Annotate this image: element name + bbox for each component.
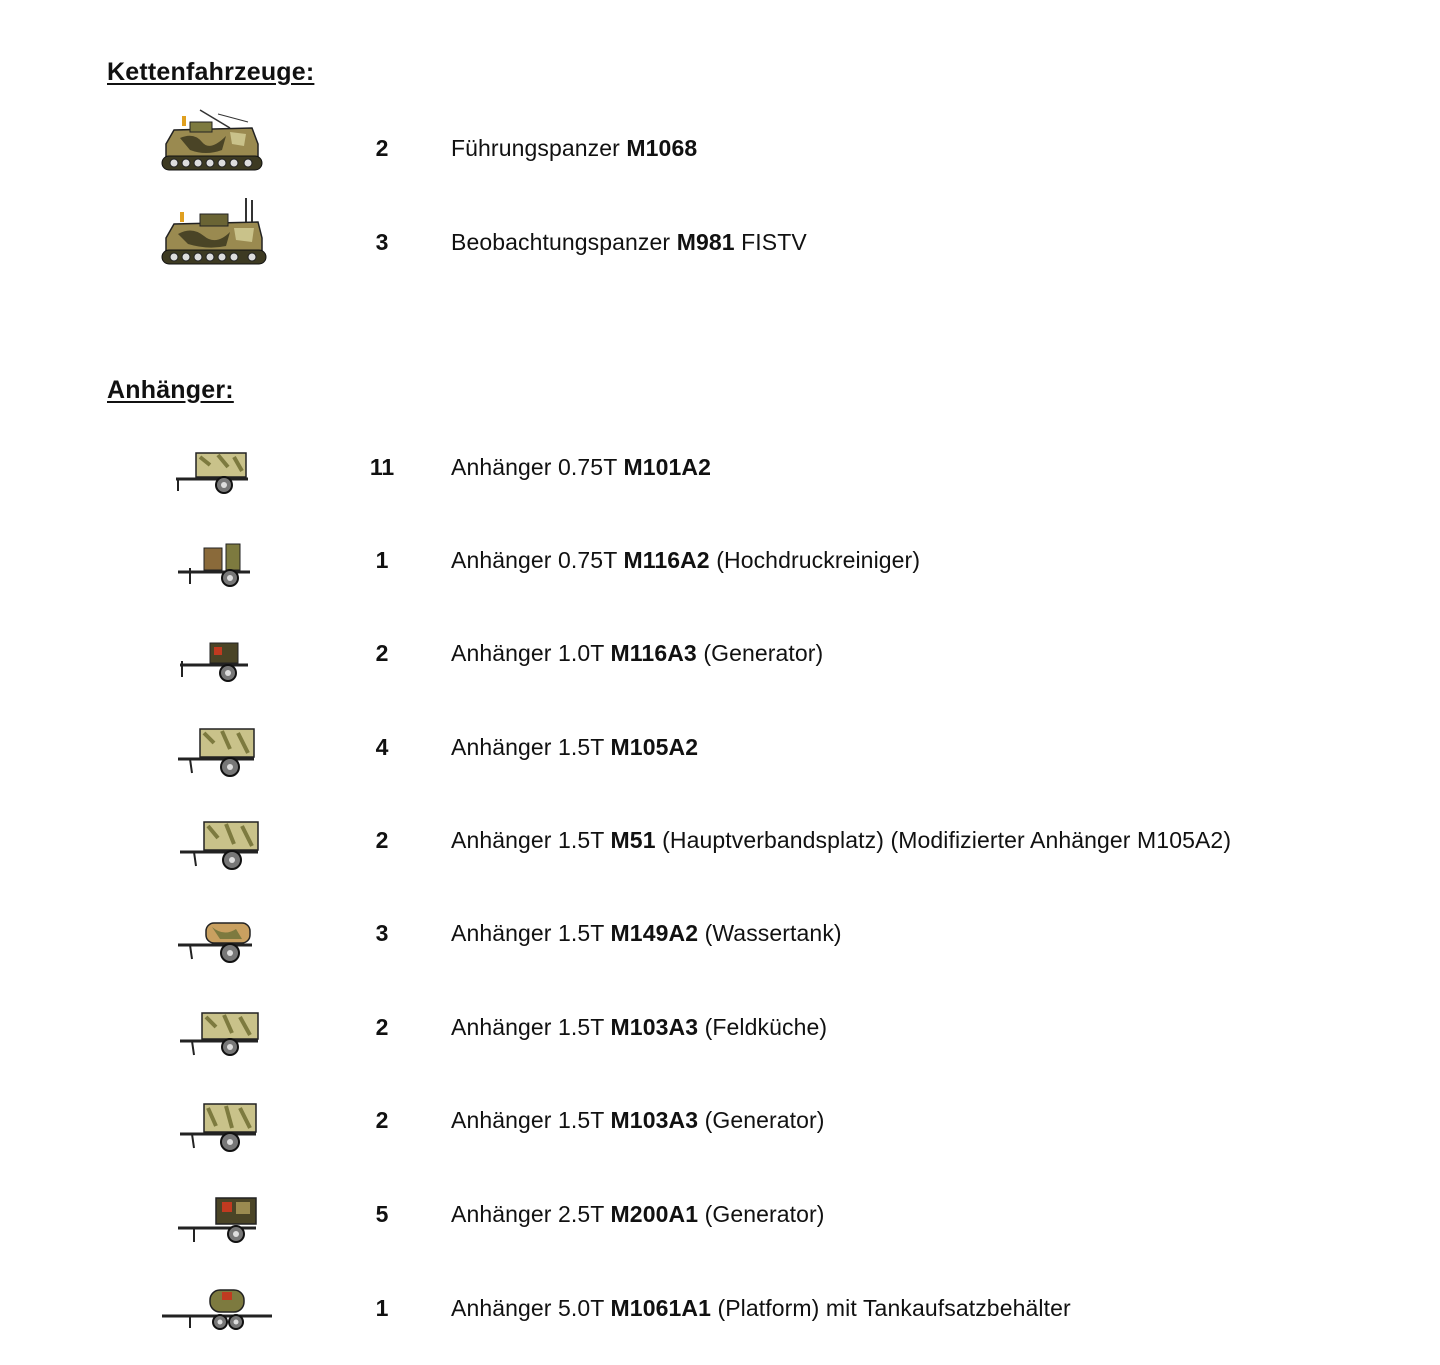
- trailer-aid-station-icon: [170, 818, 270, 878]
- trailer-cargo-icon: [170, 445, 270, 505]
- list-item: [0, 826, 1440, 886]
- item-description: Anhänger 5.0T M1061A1 (Platform) mit Tankaufsatzbehälter: [451, 1295, 1071, 1321]
- trailer-field-kitchen-icon: [170, 1005, 270, 1065]
- list-item: [0, 228, 1440, 288]
- item-count: 1: [375, 547, 389, 573]
- list-item: [0, 919, 1440, 979]
- item-count: 2: [375, 1107, 389, 1133]
- item-count: 2: [375, 640, 389, 666]
- item-description: Anhänger 1.0T M116A3 (Generator): [451, 640, 824, 666]
- item-description: Anhänger 1.5T M105A2: [451, 734, 699, 760]
- list-item: [0, 1106, 1440, 1166]
- list-item: [0, 1200, 1440, 1260]
- item-description: Anhänger 1.5T M51 (Hauptverbandsplatz) (Modifizierter Anhänger M105A2): [451, 827, 1232, 853]
- item-description: Anhänger 0.75T M116A2 (Hochdruckreiniger): [451, 547, 921, 573]
- item-description: Anhänger 1.5T M149A2 (Wassertank): [451, 920, 842, 946]
- list-item: [0, 639, 1440, 699]
- trailer-generator-icon: [170, 1098, 270, 1158]
- item-description: Beobachtungspanzer M981 FISTV: [451, 229, 807, 255]
- item-count: 3: [375, 920, 389, 946]
- item-count: 3: [375, 229, 389, 255]
- trailer-cargo-icon: [170, 725, 270, 785]
- item-count: 2: [375, 1014, 389, 1040]
- list-item: [0, 733, 1440, 793]
- item-count: 5: [375, 1201, 389, 1227]
- trailer-generator-icon: [170, 1192, 270, 1252]
- section-heading-trailers: Anhänger:: [107, 376, 234, 404]
- item-description: Anhänger 2.5T M200A1 (Generator): [451, 1201, 825, 1227]
- trailer-platform-tank-icon: [160, 1284, 275, 1338]
- item-description: Anhänger 1.5T M103A3 (Generator): [451, 1107, 825, 1133]
- item-count: 2: [375, 827, 389, 853]
- list-item: [0, 134, 1440, 194]
- list-item: [0, 453, 1440, 513]
- item-description: Anhänger 1.5T M103A3 (Feldküche): [451, 1014, 828, 1040]
- item-description: Führungspanzer M1068: [451, 135, 698, 161]
- list-item: [0, 1294, 1440, 1354]
- list-item: [0, 1013, 1440, 1073]
- trailer-water-tank-icon: [170, 911, 270, 971]
- item-count: 1: [375, 1295, 389, 1321]
- list-item: [0, 546, 1440, 606]
- item-count: 2: [375, 135, 389, 161]
- trailer-pressure-washer-icon: [170, 538, 270, 598]
- trailer-generator-icon: [170, 631, 270, 691]
- item-description: Anhänger 0.75T M101A2: [451, 454, 711, 480]
- section-heading-tracked-vehicles: Kettenfahrzeuge:: [107, 58, 315, 86]
- item-count: 4: [375, 734, 389, 760]
- tracked-vehicle-command-icon: [160, 104, 270, 176]
- tracked-vehicle-observation-icon: [160, 198, 270, 270]
- item-count: 11: [369, 454, 395, 480]
